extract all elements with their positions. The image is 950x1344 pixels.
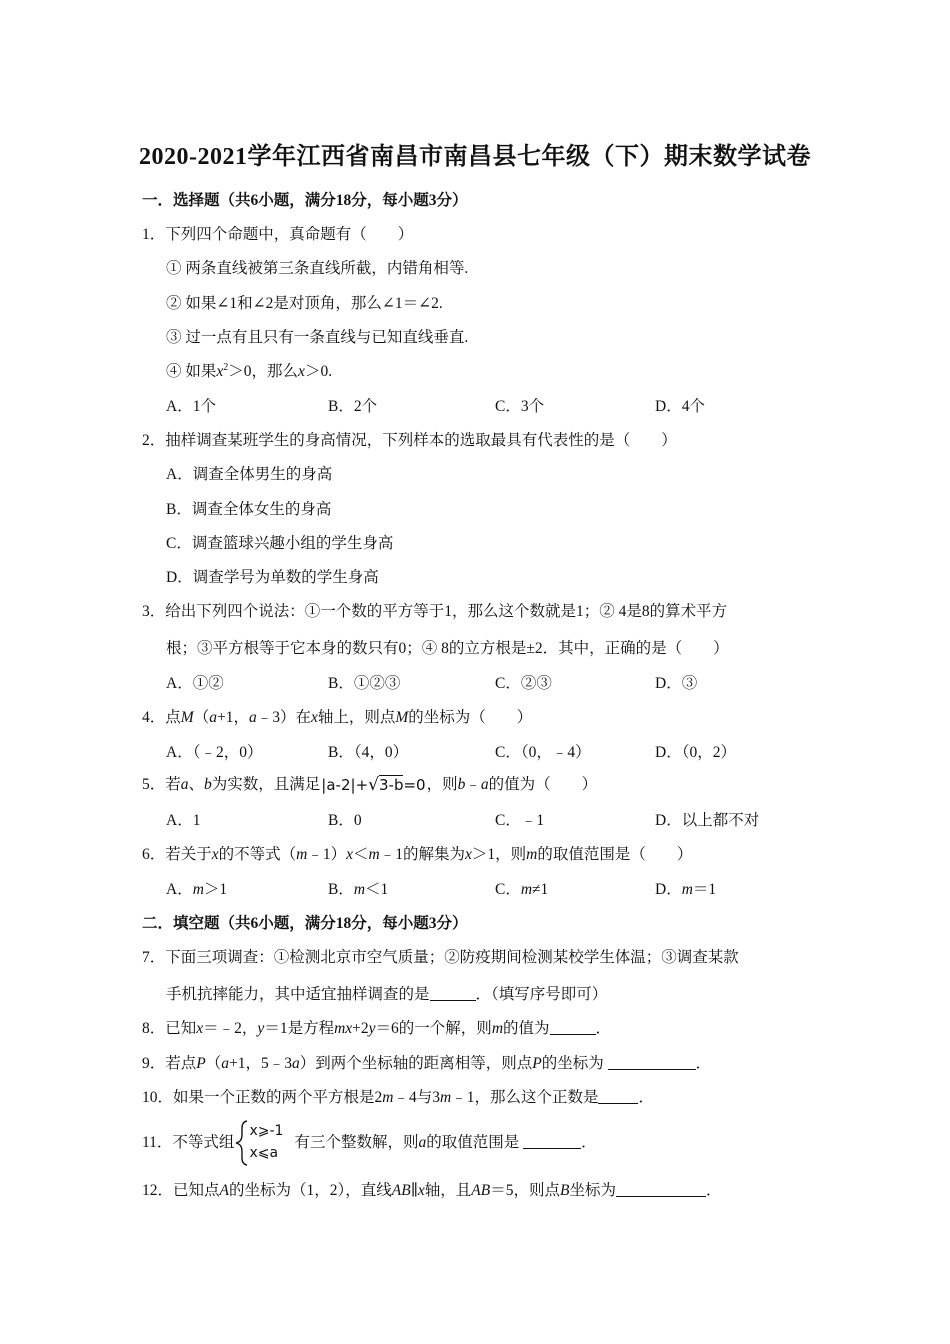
q1-option-d: D．4个 — [655, 398, 705, 415]
page-title: 2020-2021学年江西省南昌市南昌县七年级（下）期末数学试卷 — [139, 144, 811, 170]
answer-blank[interactable] — [523, 1132, 581, 1149]
question-8: 8．已知x＝﹣2，y＝1是方程mx+2y＝6的一个解，则m的值为 ． — [142, 1020, 612, 1037]
q11-inequality-system: x⩾-1 x⩽a — [235, 1121, 293, 1165]
q1-statement-1: ① 两条直线被第三条直线所截，内错角相等. — [166, 260, 469, 277]
question-12: 12．已知点A的坐标为（1，2），直线AB∥x轴，且AB＝5，则点B坐标为 ． — [142, 1182, 722, 1199]
answer-blank[interactable] — [616, 1180, 706, 1197]
q5-formula: |a-2|+√3-b=0 — [321, 775, 426, 796]
q1-option-a: A．1个 — [166, 398, 216, 415]
answer-blank[interactable] — [550, 1018, 596, 1035]
q4-option-c: C．（0，﹣4） — [495, 744, 591, 761]
q1-statement-2: ② 如果∠1和∠2是对顶角，那么∠1＝∠2. — [166, 295, 443, 312]
question-6-stem: 6．若关于x的不等式（m﹣1）x＜m﹣1的解集为x＞1，则m的取值范围是（ ） — [142, 846, 693, 863]
q6-option-c: C．m≠1 — [495, 881, 549, 898]
q2-option-d: D．调查学号为单数的学生身高 — [166, 569, 379, 586]
question-2-stem: 2．抽样调查某班学生的身高情况，下列样本的选取最具有代表性的是（ ） — [142, 432, 677, 449]
q4-option-d: D．（0，2） — [655, 744, 736, 761]
q1-statement-4: ④ 如果$x^2>0$，那么x＞0. — [166, 362, 333, 380]
q6-option-b: B．m＜1 — [328, 881, 389, 898]
q2-option-b: B．调查全体女生的身高 — [166, 501, 332, 518]
answer-blank[interactable] — [430, 984, 476, 1001]
question-11: 11．不等式组 x⩾-1 x⩽a 有三个整数解，则a的取值范围是 ． — [142, 1132, 597, 1154]
answer-blank[interactable] — [598, 1087, 638, 1104]
question-4-stem: 4．点M（a+1，a﹣3）在x轴上，则点M的坐标为（ ） — [142, 709, 533, 726]
question-1-stem: 1．下列四个命题中，真命题有（ ） — [142, 226, 414, 243]
q3-option-d: D．③ — [655, 675, 698, 692]
answer-blank[interactable] — [608, 1053, 696, 1070]
q5-option-c: C．﹣1 — [495, 812, 545, 829]
q1-statement-3: ③ 过一点有且只有一条直线与已知直线垂直. — [166, 329, 469, 346]
q5-option-a: A．1 — [166, 812, 201, 829]
q6-option-d: D．m＝1 — [655, 881, 717, 898]
question-3-line-2: 根；③平方根等于它本身的数只有0；④ 8的立方根是±2．其中，正确的是（ ） — [166, 640, 729, 657]
q5-option-d: D．以上都不对 — [655, 812, 760, 829]
q4-option-a: A．（﹣2，0） — [166, 744, 263, 761]
question-3-line-1: 3．给出下列四个说法：①一个数的平方等于1，那么这个数就是1；② 4是8的算术平方 — [142, 603, 728, 620]
left-brace — [235, 1120, 249, 1166]
question-5-stem: 5．若a、b为实数，且满足|a-2|+√3-b=0，则b﹣a的值为（ ） — [142, 775, 598, 796]
q3-option-b: B．①②③ — [328, 675, 401, 692]
q3-option-c: C．②③ — [495, 675, 552, 692]
q2-option-c: C．调查篮球兴趣小组的学生身高 — [166, 535, 394, 552]
q2-option-a: A．调查全体男生的身高 — [166, 466, 333, 483]
q5-option-b: B．0 — [328, 812, 362, 829]
question-10: 10．如果一个正数的两个平方根是2m﹣4与3m﹣1，那么这个正数是 ． — [142, 1089, 654, 1106]
q1-option-b: B．2个 — [328, 398, 378, 415]
question-7-line-1: 7．下面三项调查：①检测北京市空气质量；②防疫期间检测某校学生体温；③调查某款 — [142, 949, 739, 966]
question-7-line-2: 手机抗摔能力，其中适宜抽样调查的是 ．（填写序号即可） — [166, 986, 608, 1003]
q6-option-a: A．m＞1 — [166, 881, 228, 898]
question-9: 9．若点P（a+1，5﹣3a）到两个坐标轴的距离相等，则点P的坐标为 ． — [142, 1055, 712, 1072]
section-heading-choice: 一．选择题（共6小题，满分18分，每小题3分） — [142, 192, 468, 209]
q3-option-a: A．①② — [166, 675, 224, 692]
q1-option-c: C．3个 — [495, 398, 545, 415]
q4-option-b: B．（4，0） — [328, 744, 409, 761]
section-heading-fill: 二．填空题（共6小题，满分18分，每小题3分） — [142, 915, 468, 932]
